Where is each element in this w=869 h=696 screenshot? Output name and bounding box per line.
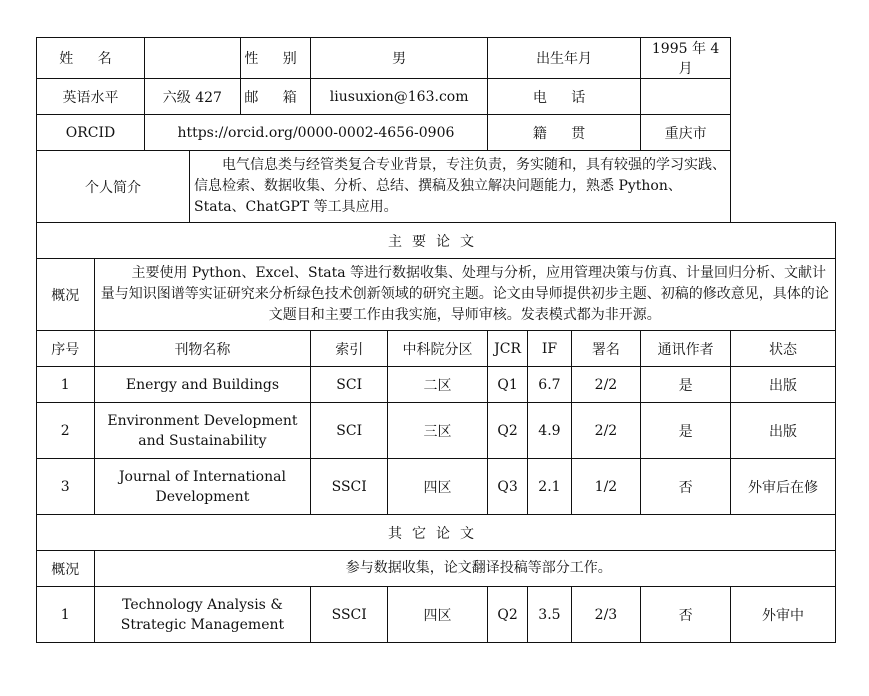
name-value <box>144 38 240 79</box>
col-header-authorship: 署名 <box>571 331 641 367</box>
paper-authorship: 2/2 <box>571 403 641 459</box>
col-header-status: 状态 <box>731 331 836 367</box>
paper-journal: Journal of International Development <box>94 459 311 515</box>
email-value: liusuxion@163.com <box>311 79 488 115</box>
paper-authorship: 2/3 <box>571 587 641 643</box>
birth-value: 1995 年 4 月 <box>641 38 731 79</box>
email-label: 邮 箱 <box>240 79 311 115</box>
paper-status: 外审后在修 <box>731 459 836 515</box>
paper-corresponding: 是 <box>641 403 731 459</box>
main-papers-title-row <box>37 223 836 259</box>
info-row-2 <box>37 79 836 115</box>
paper-if: 3.5 <box>528 587 571 643</box>
paper-jcr: Q2 <box>487 587 527 643</box>
hometown-label: 籍 贯 <box>487 115 640 151</box>
other-papers-summary-row <box>37 551 836 587</box>
paper-if: 2.1 <box>528 459 571 515</box>
paper-jcr: Q3 <box>487 459 527 515</box>
intro-label: 个人简介 <box>37 151 190 222</box>
photo-area <box>731 79 836 115</box>
paper-index: 2 <box>37 403 95 459</box>
paper-index-db: SCI <box>311 367 388 403</box>
table-row <box>37 367 836 403</box>
main-papers-summary-row <box>37 259 836 331</box>
info-row-3 <box>37 115 836 151</box>
paper-corresponding: 是 <box>641 367 731 403</box>
table-header-row <box>37 331 836 367</box>
hometown-value: 重庆市 <box>641 115 731 151</box>
photo-area <box>731 151 836 223</box>
phone-value <box>641 79 731 115</box>
info-row-1 <box>37 38 836 79</box>
paper-jcr: Q1 <box>487 367 527 403</box>
table-row <box>37 403 836 459</box>
paper-index: 1 <box>37 367 95 403</box>
col-header-corresponding: 通讯作者 <box>641 331 731 367</box>
paper-cas-zone: 二区 <box>388 367 488 403</box>
col-header-index: 序号 <box>37 331 95 367</box>
col-header-if: IF <box>528 331 571 367</box>
col-header-cas-zone: 中科院分区 <box>388 331 488 367</box>
paper-index-db: SSCI <box>311 459 388 515</box>
gender-label: 性 别 <box>240 38 311 79</box>
phone-label: 电 话 <box>487 79 640 115</box>
paper-if: 6.7 <box>528 367 571 403</box>
main-papers-title: 主要论文 <box>37 223 836 259</box>
intro-row <box>37 151 836 223</box>
paper-corresponding: 否 <box>641 587 731 643</box>
col-header-jcr: JCR <box>487 331 527 367</box>
table-row <box>37 587 836 643</box>
paper-cas-zone: 四区 <box>388 459 488 515</box>
orcid-label: ORCID <box>37 115 145 151</box>
paper-index-db: SSCI <box>311 587 388 643</box>
paper-status: 外审中 <box>731 587 836 643</box>
col-header-journal: 刊物名称 <box>94 331 311 367</box>
paper-journal: Technology Analysis & Strategic Management <box>94 587 311 643</box>
birth-label: 出生年月 <box>487 38 640 79</box>
summary-text: 主要使用 Python、Excel、Stata 等进行数据收集、处理与分析，应用管理决策与仿真、计量回归分析、文献计量与知识图谱等实证研究来分析绿色技术创新领域的研究主题。论文由导师提供初步主题、初稿的修改意见，具体的论文题目和主要工作由我实施，导师审核。发表模式都为非开源。 <box>94 259 836 331</box>
english-value: 六级 427 <box>144 79 240 115</box>
intro-text: 电气信息类与经管类复合专业背景，专注负责，务实随和，具有较强的学习实践、信息检索、数据收集、分析、总结、撰稿及独立解决问题能力，熟悉 Python、Stata、ChatGPT 等工具应用。 <box>194 157 726 215</box>
orcid-value: https://orcid.org/0000-0002-4656-0906 <box>144 115 487 151</box>
summary-text: 参与数据收集，论文翻译投稿等部分工作。 <box>94 551 836 587</box>
english-label: 英语水平 <box>37 79 145 115</box>
paper-index: 3 <box>37 459 95 515</box>
paper-status: 出版 <box>731 367 836 403</box>
paper-jcr: Q2 <box>487 403 527 459</box>
gender-value: 男 <box>311 38 488 79</box>
paper-if: 4.9 <box>528 403 571 459</box>
other-papers-title-row <box>37 515 836 551</box>
summary-label: 概况 <box>37 551 95 587</box>
intro-cell <box>37 151 731 223</box>
photo-area <box>731 115 836 151</box>
table-row <box>37 459 836 515</box>
resume-table <box>36 37 836 643</box>
paper-authorship: 2/2 <box>571 367 641 403</box>
photo-area <box>731 38 836 79</box>
name-label: 姓 名 <box>37 38 145 79</box>
paper-cas-zone: 四区 <box>388 587 488 643</box>
paper-authorship: 1/2 <box>571 459 641 515</box>
paper-corresponding: 否 <box>641 459 731 515</box>
paper-status: 出版 <box>731 403 836 459</box>
other-papers-title: 其它论文 <box>37 515 836 551</box>
summary-label: 概况 <box>37 259 95 331</box>
paper-cas-zone: 三区 <box>388 403 488 459</box>
paper-index: 1 <box>37 587 95 643</box>
paper-journal: Environment Development and Sustainability <box>94 403 311 459</box>
col-header-index-db: 索引 <box>311 331 388 367</box>
paper-journal: Energy and Buildings <box>94 367 311 403</box>
paper-index-db: SCI <box>311 403 388 459</box>
